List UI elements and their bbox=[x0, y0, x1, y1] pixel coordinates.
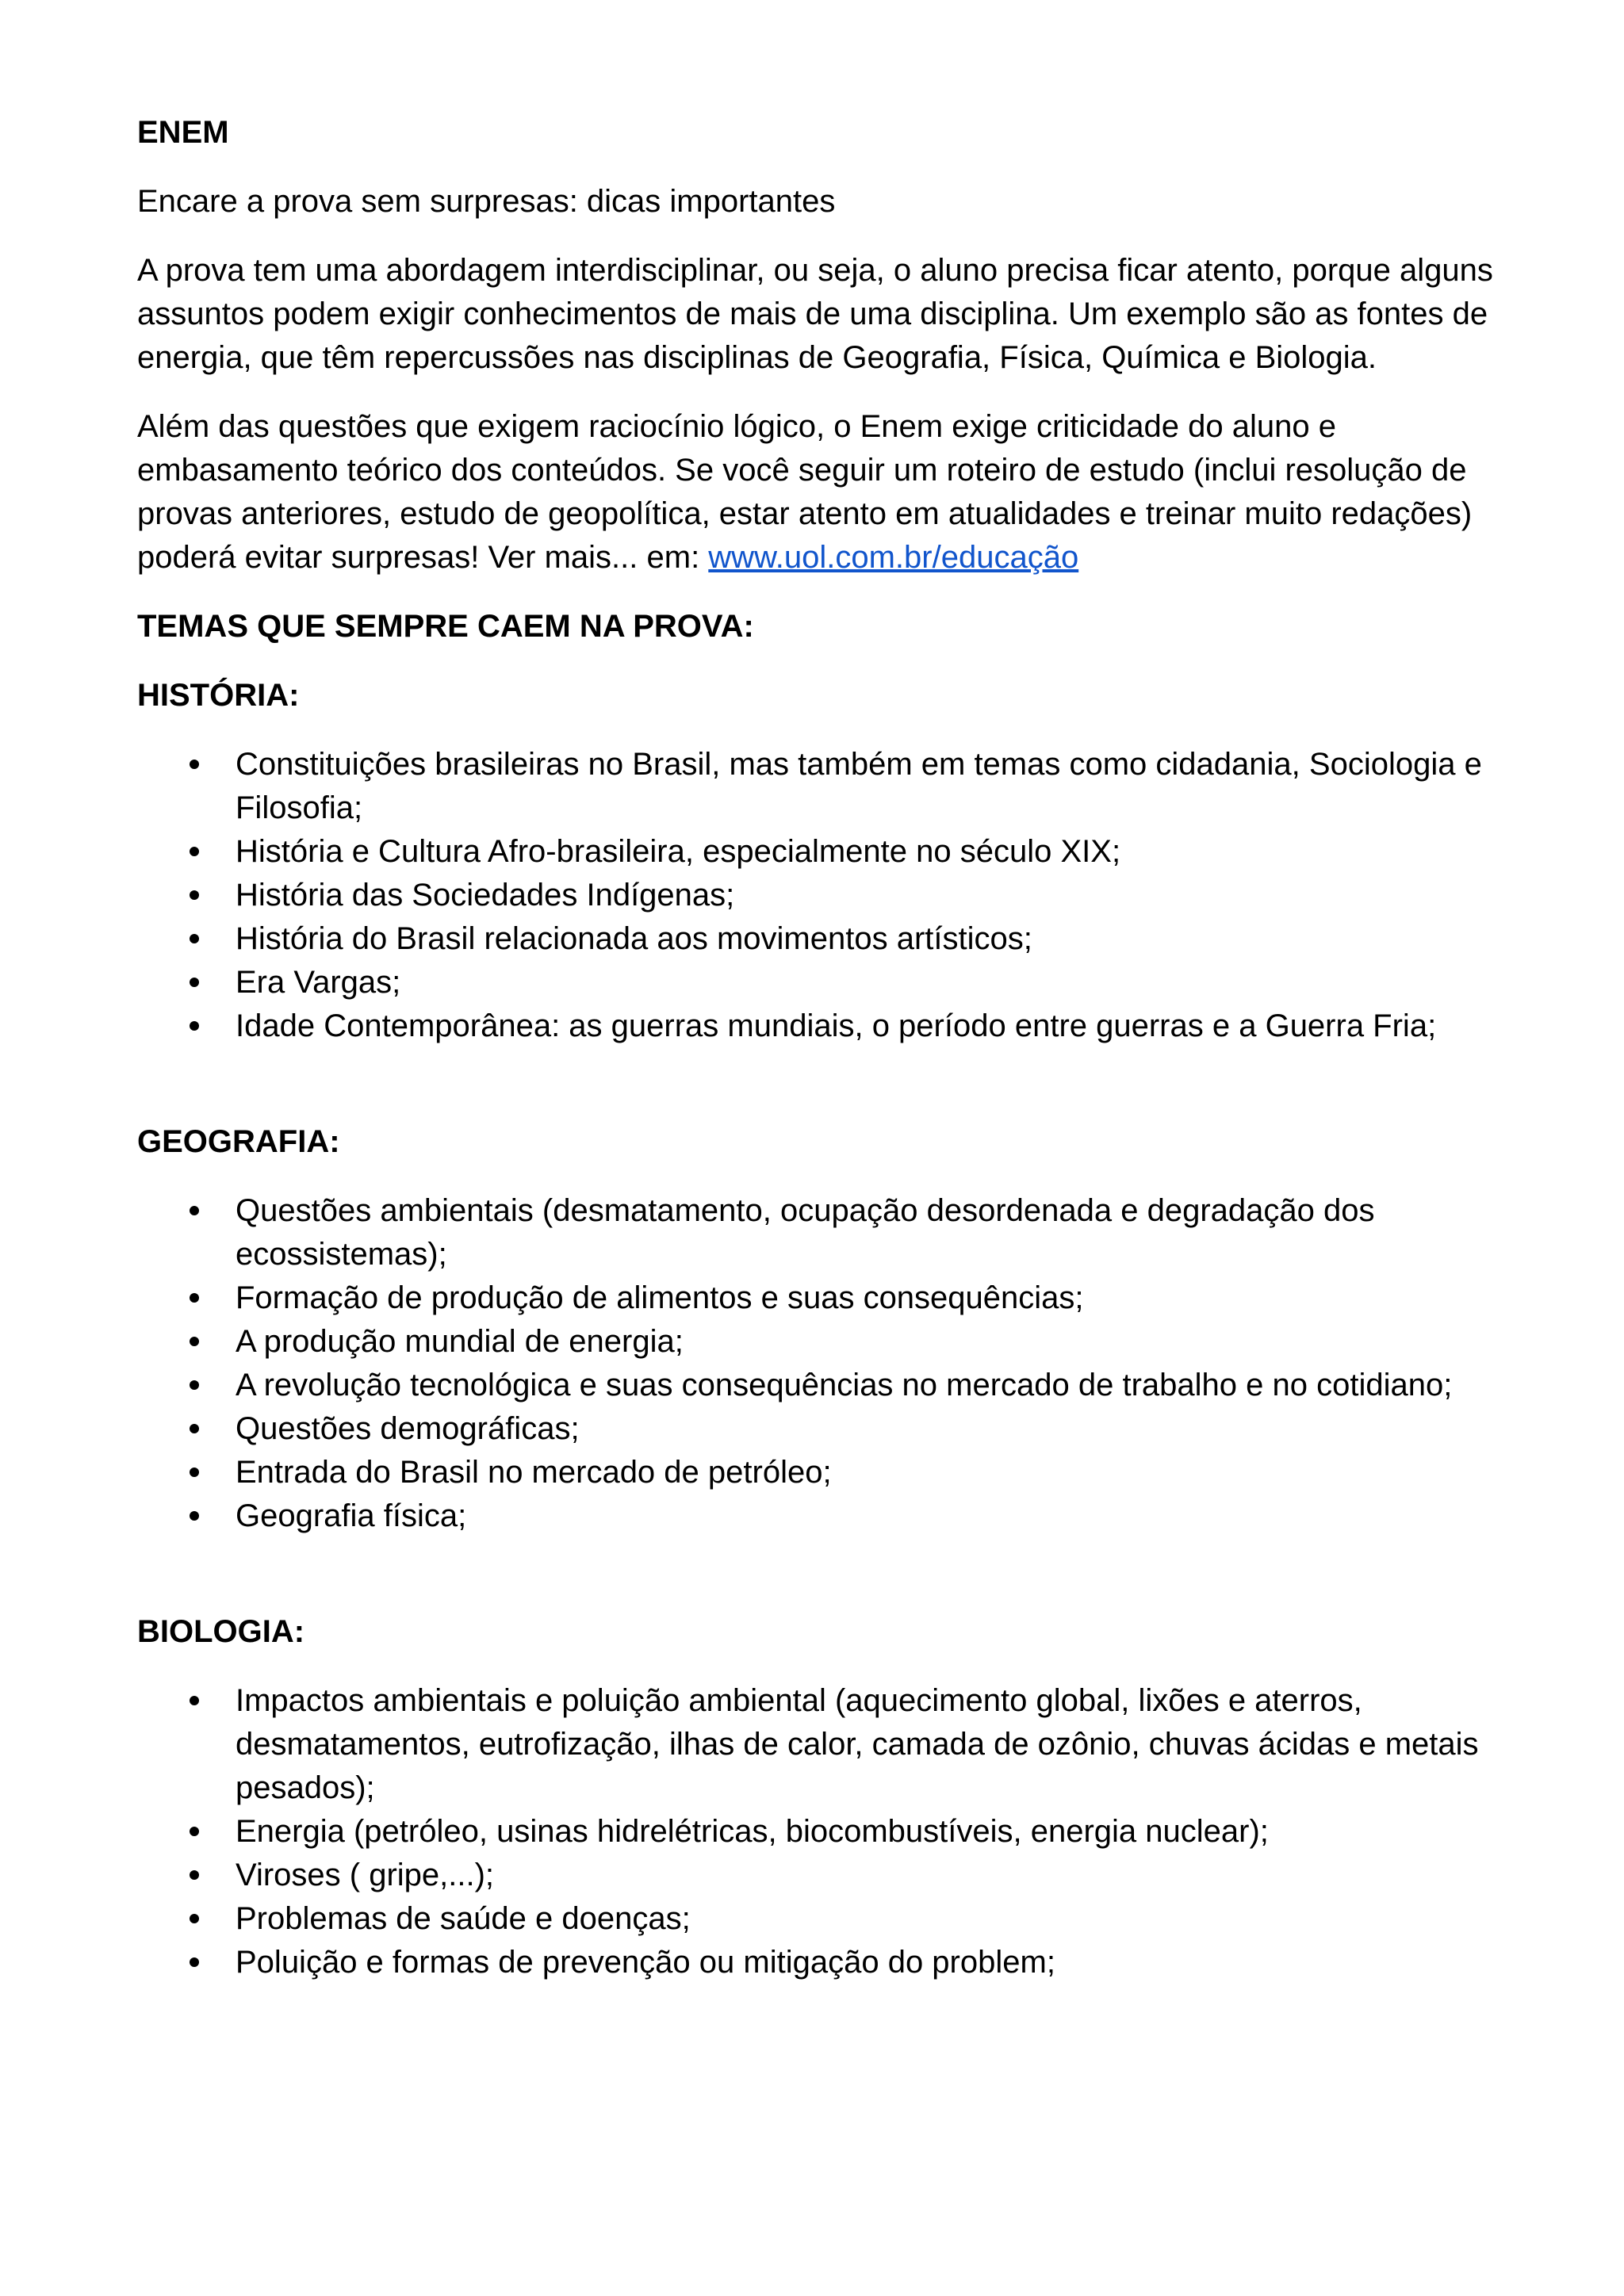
bullet-icon bbox=[190, 1021, 199, 1031]
list-item: História das Sociedades Indígenas; bbox=[137, 874, 1501, 917]
geografia-heading: GEOGRAFIA: bbox=[137, 1124, 340, 1159]
bullet-icon bbox=[190, 934, 199, 943]
list-item: Impactos ambientais e poluição ambiental (aquecimento global, lixões e aterros, desmatamentos, eutrofização, ilhas de calor, camada de ozônio, chuvas ácidas e metais pesados); bbox=[137, 1679, 1501, 1810]
bullet-icon bbox=[190, 1827, 199, 1836]
document-page bbox=[137, 111, 1501, 1984]
biologia-list bbox=[137, 1679, 1501, 1984]
list-item: Idade Contemporânea: as guerras mundiais, o período entre guerras e a Guerra Fria; bbox=[137, 1004, 1501, 1048]
topics-heading: TEMAS QUE SEMPRE CAEM NA PROVA: bbox=[137, 609, 754, 644]
spacer bbox=[137, 1538, 1501, 1610]
bullet-icon bbox=[190, 1337, 199, 1346]
geografia-list bbox=[137, 1189, 1501, 1538]
document-subtitle: Encare a prova sem surpresas: dicas importantes bbox=[137, 184, 836, 219]
bullet-icon bbox=[190, 847, 199, 856]
bullet-icon bbox=[190, 1468, 199, 1477]
uol-education-link[interactable]: www.uol.com.br/educação bbox=[708, 540, 1079, 575]
bullet-icon bbox=[190, 890, 199, 900]
intro-paragraph: A prova tem uma abordagem interdisciplinar, ou seja, o aluno precisa ficar atento, porque alguns assuntos podem exigir conhecimentos de mais de uma disciplina. Um exemplo são as fontes de energia, que têm repercussões nas disciplinas de Geografia, Física, Química e Biologia. bbox=[137, 253, 1493, 375]
list-item: A revolução tecnológica e suas consequências no mercado de trabalho e no cotidiano; bbox=[137, 1364, 1501, 1407]
bullet-icon bbox=[190, 1870, 199, 1880]
bullet-icon bbox=[190, 1424, 199, 1433]
list-item: Formação de produção de alimentos e suas consequências; bbox=[137, 1276, 1501, 1320]
bullet-icon bbox=[190, 760, 199, 769]
bullet-icon bbox=[190, 1696, 199, 1705]
study-tips-text: Além das questões que exigem raciocínio lógico, o Enem exige criticidade do aluno e embasamento teórico dos conteúdos. Se você seguir um roteiro de estudo (inclui resolução de provas anteriores, estudo de geopolítica, estar atento em atualidades e treinar muito redações) poderá evitar surpresas! Ver mais... em: bbox=[137, 409, 1473, 575]
list-item: Questões ambientais (desmatamento, ocupação desordenada e degradação dos ecossistemas); bbox=[137, 1189, 1501, 1276]
list-item: Entrada do Brasil no mercado de petróleo; bbox=[137, 1451, 1501, 1494]
bullet-icon bbox=[190, 1293, 199, 1303]
study-tips-paragraph bbox=[137, 405, 1501, 580]
spacer bbox=[137, 1048, 1501, 1120]
list-item: Geografia física; bbox=[137, 1494, 1501, 1538]
bullet-icon bbox=[190, 1206, 199, 1215]
historia-heading: HISTÓRIA: bbox=[137, 678, 300, 713]
list-item: Energia (petróleo, usinas hidrelétricas, biocombustíveis, energia nuclear); bbox=[137, 1810, 1501, 1854]
list-item: História do Brasil relacionada aos movimentos artísticos; bbox=[137, 917, 1501, 961]
list-item: Problemas de saúde e doenças; bbox=[137, 1897, 1501, 1941]
document-title: ENEM bbox=[137, 115, 229, 150]
historia-list bbox=[137, 743, 1501, 1048]
list-item: A produção mundial de energia; bbox=[137, 1320, 1501, 1364]
bullet-icon bbox=[190, 978, 199, 987]
bullet-icon bbox=[190, 1380, 199, 1390]
list-item: Constituições brasileiras no Brasil, mas também em temas como cidadania, Sociologia e Filosofia; bbox=[137, 743, 1501, 830]
bullet-icon bbox=[190, 1957, 199, 1967]
list-item: Questões demográficas; bbox=[137, 1407, 1501, 1451]
list-item: História e Cultura Afro-brasileira, especialmente no século XIX; bbox=[137, 830, 1501, 874]
list-item: Poluição e formas de prevenção ou mitigação do problem; bbox=[137, 1941, 1501, 1984]
biologia-heading: BIOLOGIA: bbox=[137, 1614, 305, 1649]
bullet-icon bbox=[190, 1511, 199, 1521]
list-item: Era Vargas; bbox=[137, 961, 1501, 1004]
bullet-icon bbox=[190, 1914, 199, 1923]
list-item: Viroses ( gripe,...); bbox=[137, 1854, 1501, 1897]
